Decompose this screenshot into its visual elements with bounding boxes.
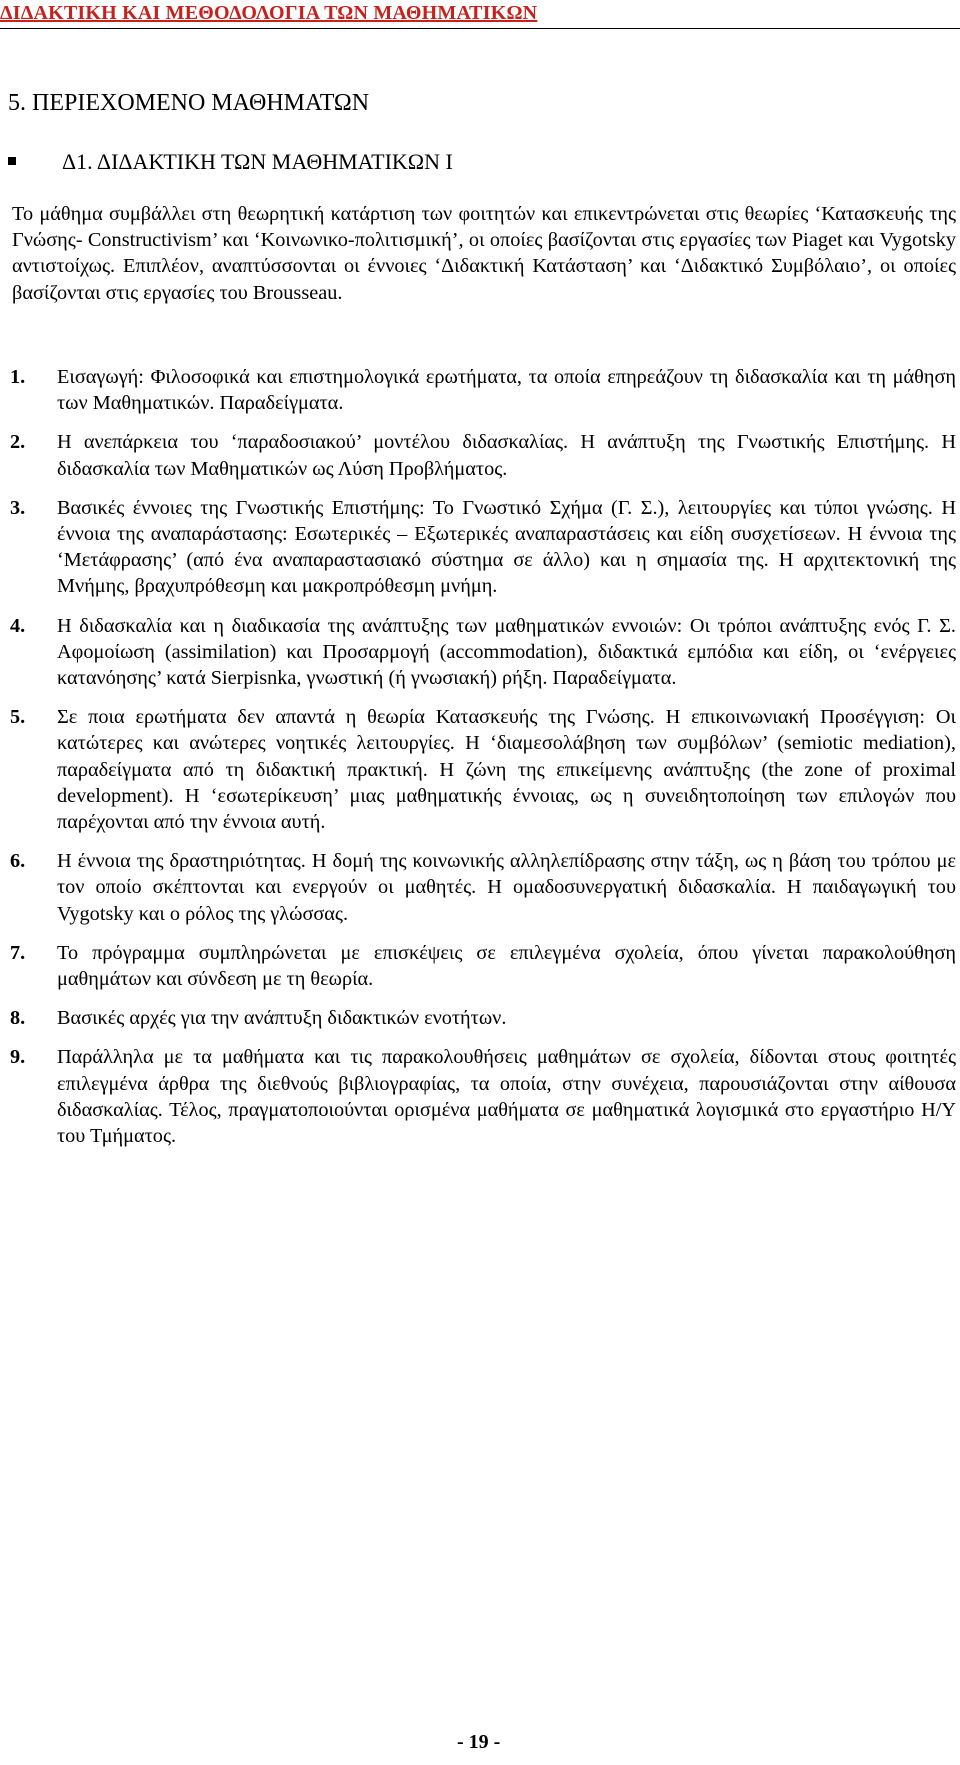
item-text: Παράλληλα με τα μαθήματα και τις παρακολουθήσεις μαθημάτων σε σχολεία, δίδονται στους φοιτητές επιλεγμένα άρθρα της διεθνούς βιβλιογραφίας, τα οποία, στην συνέχεια, παρουσιάζονται στην αίθουσα διδασκαλίας. Τέλος, πραγματοποιούνται ορισμένα μαθήματα σε μαθηματικά λογισμικά στο εργαστήριο Η/Υ του Τμήματος. [57, 1046, 956, 1148]
item-number: 5. [10, 706, 26, 729]
item-text: Βασικές έννοιες της Γνωστικής Επιστήμης: Το Γνωστικό Σχήμα (Γ. Σ.), λειτουργίες και τύποι γνώσης. Η έννοια της αναπαράστασης: Εσωτερικές – Εξωτερικές αναπαραστάσεις και είδη συσχετίσεων. Η έννοια της ‘Μετάφρασης’ (από ένα αναπαραστασιακό σύστημα σε άλλο) και η σημασία της. Η αρχιτεκτονική της Μνήμης, βραχυπρόθεσμη και μακροπρόθεσμη μνήμη. [57, 496, 956, 598]
section-title: 5. ΠΕΡΙΕΧΟΜΕΝΟ ΜΑΘΗΜΑΤΩΝ [8, 90, 370, 116]
topic-list [0, 364, 960, 1162]
list-item [0, 495, 956, 600]
subsection-heading [8, 149, 453, 175]
item-number: 8. [10, 1007, 26, 1030]
item-number: 7. [10, 941, 26, 964]
list-item [0, 364, 956, 416]
header-rule [0, 28, 960, 29]
item-text: Η ανεπάρκεια του ‘παραδοσιακού’ μοντέλου διδασκαλίας. Η ανάπτυξη της Γνωστικής Επιστήμης. Η διδασκαλία των Μαθηματικών ως Λύση Προβλήματος. [57, 431, 956, 480]
list-item [0, 613, 956, 692]
item-text: Το πρόγραμμα συμπληρώνεται με επισκέψεις σε επιλεγμένα σχολεία, όπου γίνεται παρακολούθηση μαθημάτων και σύνδεση με τη θεωρία. [57, 941, 956, 991]
item-number: 3. [10, 496, 26, 519]
item-number: 4. [10, 614, 26, 637]
item-text: Η έννοια της δραστηριότητας. Η δομή της κοινωνικής αλληλεπίδρασης στην τάξη, ως η βάση του τρόπου με τον οποίο σκέπτονται και ενεργούν οι μαθητές. Η ομαδοσυνεργατική διδασκαλία. Η παιδαγωγική του Vygotsky και ο ρόλος της γλώσσας. [57, 850, 956, 925]
item-number: 2. [10, 431, 26, 454]
page-number: - 19 - [457, 1731, 501, 1753]
intro-paragraph: Το μάθημα συμβάλλει στη θεωρητική κατάρτιση των φοιτητών και επικεντρώνεται στις θεωρίες ‘Κατασκευής της Γνώσης- Constructivism’ και ‘Κοινωνικο-πολιτισμική’, οι οποίες βασίζονται στις εργασίες των Piaget και Vygotsky αντιστοίχως. Επιπλέον, αναπτύσσονται οι έννοιες ‘Διδακτική Κατάσταση’ και ‘Διδακτικό Συμβόλαιο’, οι οποίες βασίζονται στις εργασίες του Brousseau. [12, 203, 956, 304]
list-item [0, 940, 956, 992]
list-item [0, 848, 956, 927]
item-number: 6. [10, 850, 26, 873]
subsection-title: Δ1. ΔΙΔΑΚΤΙΚΗ ΤΩΝ ΜΑΘΗΜΑΤΙΚΩΝ Ι [62, 149, 453, 174]
item-number: 9. [10, 1046, 26, 1069]
item-text: Εισαγωγή: Φιλοσοφικά και επιστημολογικά ερωτήματα, τα οποία επηρεάζουν τη διδασκαλία και τη μάθηση των Μαθηματικών. Παραδείγματα. [57, 366, 956, 415]
running-header-title: ΔΙΔΑΚΤΙΚΗ ΚΑΙ ΜΕΘΟΔΟΛΟΓΙΑ ΤΩΝ ΜΑΘΗΜΑΤΙΚΩΝ [0, 2, 538, 24]
item-text: Σε ποια ερωτήματα δεν απαντά η θεωρία Κατασκευής της Γνώσης. Η επικοινωνιακή Προσέγγιση: Οι κατώτερες και ανώτερες νοητικές λειτουργίες. Η ‘διαμεσολάβηση των συμβόλων’ (semiotic mediation), παραδείγματα από τη διδακτική πρακτική. Η ζώνη της επικείμενης ανάπτυξης (the zone of proximal development). Η ‘εσωτερίκευση’ μιας μαθηματικής έννοιας, ως η συνειδητοποίηση των επιλογών που παρέχονται από την έννοια αυτή. [57, 706, 956, 834]
list-item [0, 429, 956, 481]
item-text: Βασικές αρχές για την ανάπτυξη διδακτικών ενοτήτων. [57, 1007, 507, 1030]
list-item [0, 704, 956, 835]
item-text: Η διδασκαλία και η διαδικασία της ανάπτυξης των μαθηματικών εννοιών: Οι τρόποι ανάπτυξης ενός Γ. Σ. Αφομοίωση (assimilation) και Προσαρμογή (accommodation), διδακτικά εμπόδια και είδη, οι ‘ενέργειες κατανόησης’ κατά Sierpisnka, γνωστική (ή γνωσιακή) ρήξη. Παραδείγματα. [57, 614, 956, 690]
square-bullet-icon [8, 157, 16, 165]
item-number: 1. [10, 366, 26, 388]
list-item [0, 1005, 956, 1031]
list-item [0, 1044, 956, 1149]
